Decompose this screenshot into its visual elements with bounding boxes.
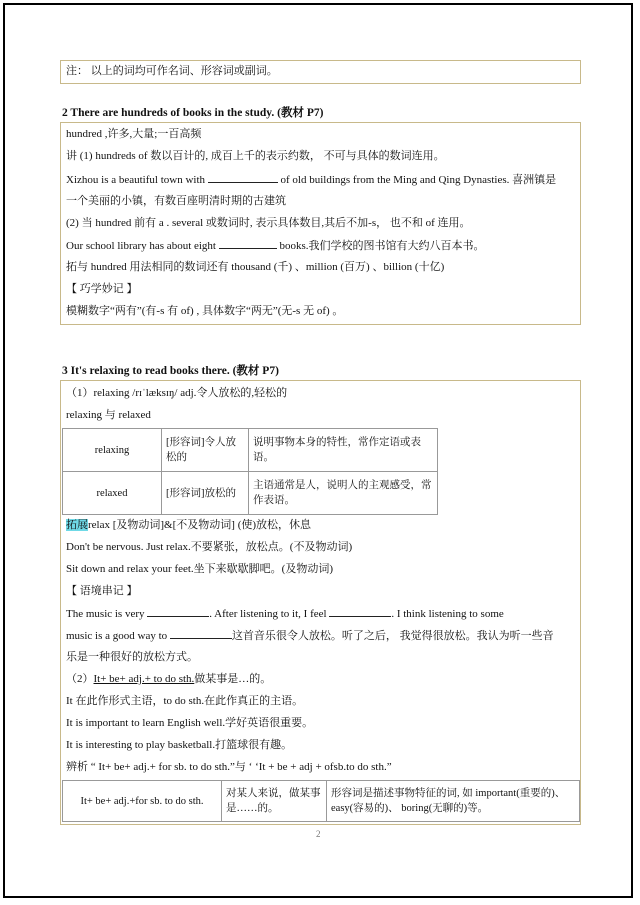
s2-line-4: 一个美丽的小镇，有数百座明清时期的古建筑 [66, 195, 286, 207]
s3-line-8a: music is a good way to [66, 630, 168, 642]
s2-line-6b: books.我们学校的图书馆有大约八百本书。 [279, 240, 485, 252]
s3-line-7a: The music is very [66, 608, 145, 620]
s2-line-7: 拓与 hundred 用法相同的数词还有 thousand (千) 、million (百万) 、billion (十亿) [66, 261, 445, 273]
s3-line-10a: （2） [66, 673, 94, 685]
section2-heading: 2 There are hundreds of books in the study. (教材 P7) [62, 107, 324, 119]
table-cell: 说明事物本身的特性，常作定语或表语。 [249, 429, 438, 472]
relaxing-relaxed-table [62, 428, 438, 515]
s3-line-3 [66, 518, 311, 532]
s3-line-10 [66, 672, 271, 686]
comparison-table [62, 780, 580, 822]
s2-line-6 [66, 238, 485, 253]
table-cell: [形容词]令人放松的 [162, 429, 249, 472]
s3-line-4: Don't be nervous. Just relax.不要紧张，放松点。(不及物动词) [66, 541, 353, 553]
table-row [63, 472, 438, 515]
s3-line-13: It is interesting to play basketball.打篮球很有趣。 [66, 739, 293, 751]
s2-line-3a: Xizhou is a beautiful town with [66, 174, 206, 186]
s3-line-10c: 做某事是…的。 [194, 673, 272, 685]
s3-line-8 [66, 628, 554, 643]
section3-heading: 3 It's relaxing to read books there. (教材 P7) [62, 365, 279, 377]
s2-line-9: 模糊数字“两有”(有-s 有 of) , 具体数字“两无”(无-s 无 of) 。 [66, 305, 344, 317]
table-cell: relaxing [63, 429, 162, 472]
answer-blank[interactable] [219, 238, 277, 249]
extend-highlight: 拓展 [66, 519, 88, 531]
s2-line-3 [66, 172, 556, 187]
s3-line-12: It is important to learn English well.学好英语很重要。 [66, 717, 314, 729]
s3-line-2: relaxing 与 relaxed [66, 409, 151, 421]
s3-line-5: Sit down and relax your feet.坐下来歇歇脚吧。(及物动词) [66, 563, 334, 575]
table-row [63, 781, 580, 822]
table-cell: relaxed [63, 472, 162, 515]
answer-blank[interactable] [329, 606, 391, 617]
table-cell: It+ be+ adj.+for sb. to do sth. [63, 781, 222, 822]
s3-line-9: 乐是一种很好的放松方式。 [66, 651, 198, 663]
s2-line-2: 讲 (1) hundreds of 数以百计的, 成百上千的表示约数， 不可与具体的数词连用。 [66, 150, 445, 162]
s3-line-11: It 在此作形式主语，to do sth.在此作真正的主语。 [66, 695, 304, 707]
s3-line-14: 辨析 “ It+ be+ adj.+ for sb. to do sth.”与 ‘ ‘It + be + adj + ofsb.to do sth.” [66, 761, 392, 773]
s2-line-1: hundred ,许多,大量;一百高频 [66, 128, 202, 140]
s2-line-5: (2) 当 hundred 前有 a . several 或数词时, 表示具体数目,其后不加-s， 也不和 of 连用。 [66, 217, 471, 229]
s3-line-6: 【 语境串记 】 [66, 585, 138, 597]
s3-line-10b: It+ be+ adj.+ to do sth. [93, 673, 195, 685]
answer-blank[interactable] [208, 172, 278, 183]
answer-blank[interactable] [170, 628, 232, 639]
s3-line-7b: . After listening to it, I feel [209, 608, 327, 620]
table-cell: [形容词]放松的 [162, 472, 249, 515]
page-number: 2 [316, 829, 321, 839]
table-cell: 对某人来说，做某事是……的。 [222, 781, 327, 822]
s3-line-3-text: relax [及物动词]&[不及物动词] (使)放松，休息 [88, 519, 312, 531]
s2-line-8: 【 巧学妙记 】 [66, 283, 138, 295]
table-cell: 形容词是描述事物特征的词, 如 important(重要的)、easy(容易的)、 boring(无聊的)等。 [327, 781, 580, 822]
s3-line-7 [66, 606, 504, 621]
table-cell: 主语通常是人，说明人的主观感受，常作表语。 [249, 472, 438, 515]
s2-line-3b: of old buildings from the Ming and Qing Dynasties. 喜洲镇是 [280, 174, 557, 186]
s3-line-7c: . I think listening to some [391, 608, 504, 620]
s3-line-8b: 这首音乐很令人放松。听了之后， 我觉得很放松。我认为听一些音 [231, 630, 554, 642]
answer-blank[interactable] [147, 606, 209, 617]
s2-line-6a: Our school library has about eight [66, 240, 216, 252]
table-row [63, 429, 438, 472]
s3-line-1: （1）relaxing /rɪˈlæksɪŋ/ adj.令人放松的,轻松的 [66, 387, 288, 399]
note-text: 注： 以上的词均可作名词、形容词或副词。 [66, 65, 278, 77]
